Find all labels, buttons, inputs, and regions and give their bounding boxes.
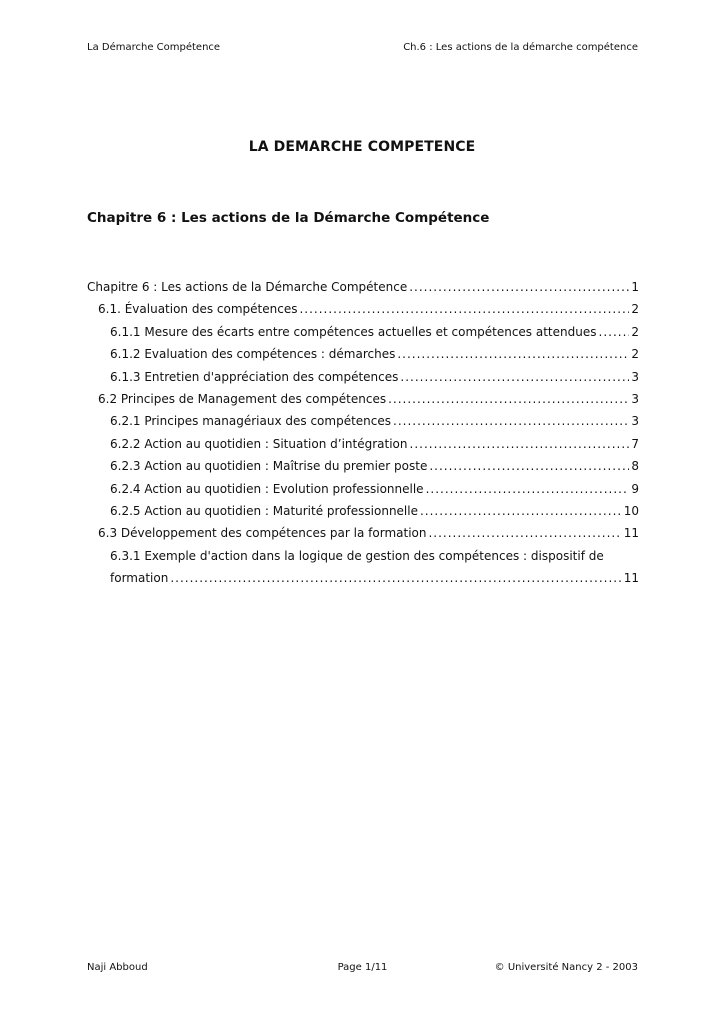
- toc-entry-text: 6.1. Évaluation des compétences: [98, 302, 298, 317]
- document-title: LA DEMARCHE COMPETENCE: [248, 139, 476, 155]
- toc-entry[interactable]: [87, 410, 639, 432]
- toc-entry-text: 6.1.1 Mesure des écarts entre compétences actuelles et compétences attendues: [110, 324, 597, 339]
- toc-leader-dots: [428, 522, 621, 544]
- toc-leader-dots: [599, 321, 630, 343]
- toc-entry-text: 6.2.5 Action au quotidien : Maturité professionnelle: [110, 503, 418, 518]
- toc-entry[interactable]: [87, 433, 639, 455]
- toc-entry[interactable]: [87, 343, 639, 365]
- toc-leader-dots: [420, 500, 622, 522]
- toc-leader-dots: [426, 478, 630, 500]
- toc-entry-text: 6.3.1 Exemple d'action dans la logique de gestion des compétences : dispositif de: [110, 548, 604, 563]
- toc-page-number: 11: [623, 526, 639, 541]
- footer-author: Naji Abboud: [87, 962, 148, 973]
- toc-leader-dots: [409, 276, 629, 298]
- toc-leader-dots: [397, 343, 629, 365]
- toc-entry[interactable]: [87, 455, 639, 477]
- toc-leader-dots: [393, 410, 629, 432]
- toc-entry[interactable]: [87, 522, 639, 544]
- toc-entry-text: 6.1.3 Entretien d'appréciation des compétences: [110, 369, 399, 384]
- toc-page-number: 3: [631, 369, 639, 384]
- toc-page-number: 1: [631, 280, 639, 294]
- toc-page-number: 11: [623, 571, 639, 586]
- toc-entry[interactable]: [87, 366, 639, 388]
- toc-leader-dots: [299, 298, 629, 320]
- toc-page-number: 8: [631, 459, 639, 474]
- toc-entry[interactable]: [87, 276, 639, 298]
- footer-page-number: Page 1/11: [337, 962, 388, 973]
- toc-page-number: 2: [631, 347, 639, 362]
- toc-entry-text-continued: formation: [110, 571, 169, 586]
- toc-page-number: 2: [631, 302, 639, 317]
- footer-copyright: © Université Nancy 2 - 2003: [494, 962, 638, 973]
- toc-page-number: 2: [631, 324, 639, 339]
- toc-leader-dots: [400, 366, 629, 388]
- toc-leader-dots: [388, 388, 629, 410]
- toc-entry[interactable]: [87, 478, 639, 500]
- toc-leader-dots: [429, 455, 629, 477]
- page-header: [87, 42, 638, 53]
- toc-entry-text: 6.2.1 Principes managériaux des compétences: [110, 414, 392, 429]
- toc-entry-text: 6.1.2 Evaluation des compétences : démarches: [110, 347, 396, 362]
- toc-page-number: 7: [631, 436, 639, 451]
- toc-entry[interactable]: [87, 388, 639, 410]
- header-left: La Démarche Compétence: [87, 42, 221, 53]
- toc-page-number: 3: [631, 391, 639, 406]
- toc-entry[interactable]: [87, 298, 639, 320]
- toc-entry[interactable]: [87, 321, 639, 343]
- toc-entry-text: Chapitre 6 : Les actions de la Démarche Compétence: [87, 280, 408, 294]
- page-footer: [87, 962, 638, 973]
- toc-entry-text: 6.2 Principes de Management des compétences: [98, 391, 387, 406]
- toc-leader-dots: [170, 567, 621, 589]
- toc-page-number: 10: [623, 503, 639, 518]
- toc-entry-text: 6.3 Développement des compétences par la formation: [98, 526, 427, 541]
- toc-page-number: 9: [631, 481, 639, 496]
- chapter-title: Chapitre 6 : Les actions de la Démarche Compétence: [87, 210, 490, 226]
- toc-entry-text: 6.2.3 Action au quotidien : Maîtrise du premier poste: [110, 459, 428, 474]
- toc-leader-dots: [410, 433, 630, 455]
- toc-entry[interactable]: [87, 545, 639, 590]
- table-of-contents: [87, 276, 639, 589]
- header-right: Ch.6 : Les actions de la démarche compétence: [403, 42, 638, 53]
- toc-entry[interactable]: [87, 500, 639, 522]
- toc-entry-text: 6.2.4 Action au quotidien : Evolution professionnelle: [110, 481, 424, 496]
- toc-entry-text: 6.2.2 Action au quotidien : Situation d’intégration: [110, 436, 408, 451]
- toc-page-number: 3: [631, 414, 639, 429]
